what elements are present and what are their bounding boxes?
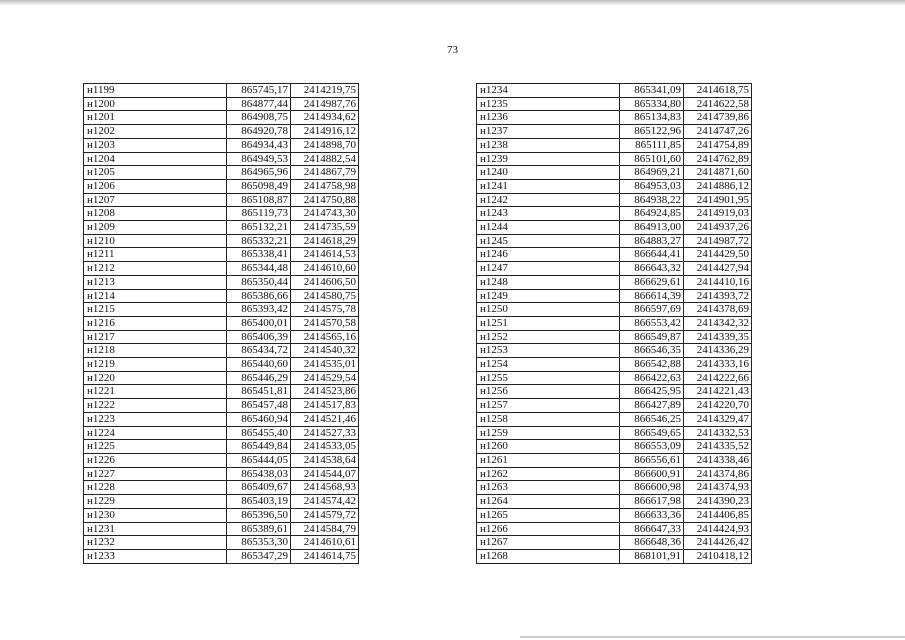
x-coordinate-cell: 865122,96: [620, 125, 684, 139]
y-coordinate-cell: 2414934,62: [291, 111, 359, 125]
point-id-cell: н1248: [477, 275, 620, 289]
table-row: [84, 166, 359, 180]
table-row: [84, 303, 359, 317]
point-id-cell: н1243: [477, 207, 620, 221]
point-id-cell: н1216: [84, 316, 227, 330]
x-coordinate-cell: 865406,39: [227, 330, 291, 344]
x-coordinate-cell: 864908,75: [227, 111, 291, 125]
point-id-cell: н1227: [84, 467, 227, 481]
table-row: [84, 481, 359, 495]
point-id-cell: н1225: [84, 440, 227, 454]
point-id-cell: н1199: [84, 84, 227, 98]
point-id-cell: н1242: [477, 193, 620, 207]
x-coordinate-cell: 865334,80: [620, 97, 684, 111]
y-coordinate-cell: 2414754,89: [684, 138, 752, 152]
table-row: [477, 467, 752, 481]
y-coordinate-cell: 2414987,72: [684, 234, 752, 248]
table-row: [84, 426, 359, 440]
x-coordinate-cell: 865444,05: [227, 453, 291, 467]
y-coordinate-cell: 2414544,07: [291, 467, 359, 481]
y-coordinate-cell: 2414533,05: [291, 440, 359, 454]
table-row: [84, 549, 359, 563]
x-coordinate-cell: 865134,83: [620, 111, 684, 125]
y-coordinate-cell: 2414342,32: [684, 316, 752, 330]
y-coordinate-cell: 2414219,75: [291, 84, 359, 98]
y-coordinate-cell: 2414335,52: [684, 440, 752, 454]
point-id-cell: н1249: [477, 289, 620, 303]
table-row: [84, 316, 359, 330]
point-id-cell: н1218: [84, 344, 227, 358]
y-coordinate-cell: 2414610,61: [291, 536, 359, 550]
x-coordinate-cell: 865446,29: [227, 371, 291, 385]
x-coordinate-cell: 866643,32: [620, 262, 684, 276]
x-coordinate-cell: 866597,69: [620, 303, 684, 317]
point-id-cell: н1214: [84, 289, 227, 303]
x-coordinate-cell: 865132,21: [227, 221, 291, 235]
table-row: [84, 536, 359, 550]
x-coordinate-cell: 866425,95: [620, 385, 684, 399]
point-id-cell: н1238: [477, 138, 620, 152]
y-coordinate-cell: 2414618,29: [291, 234, 359, 248]
table-row: [477, 97, 752, 111]
x-coordinate-cell: 865403,19: [227, 495, 291, 509]
point-id-cell: н1236: [477, 111, 620, 125]
x-coordinate-cell: 865119,73: [227, 207, 291, 221]
table-row: [477, 536, 752, 550]
x-coordinate-cell: 866549,87: [620, 330, 684, 344]
table-row: [477, 207, 752, 221]
table-row: [477, 166, 752, 180]
table-row: [477, 275, 752, 289]
y-coordinate-cell: 2414568,93: [291, 481, 359, 495]
table-row: [477, 262, 752, 276]
table-row: [477, 399, 752, 413]
table-row: [84, 138, 359, 152]
table-row: [477, 152, 752, 166]
y-coordinate-cell: 2414867,79: [291, 166, 359, 180]
point-id-cell: н1222: [84, 399, 227, 413]
point-id-cell: н1239: [477, 152, 620, 166]
x-coordinate-cell: 865449,84: [227, 440, 291, 454]
x-coordinate-cell: 865108,87: [227, 193, 291, 207]
x-coordinate-cell: 866542,88: [620, 358, 684, 372]
table-row: [84, 179, 359, 193]
point-id-cell: н1232: [84, 536, 227, 550]
y-coordinate-cell: 2414378,69: [684, 303, 752, 317]
point-id-cell: н1233: [84, 549, 227, 563]
point-id-cell: н1226: [84, 453, 227, 467]
table-row: [84, 193, 359, 207]
table-row: [477, 234, 752, 248]
y-coordinate-cell: 2414919,03: [684, 207, 752, 221]
x-coordinate-cell: 865347,29: [227, 549, 291, 563]
point-id-cell: н1264: [477, 495, 620, 509]
table-row: [84, 125, 359, 139]
x-coordinate-cell: 866546,35: [620, 344, 684, 358]
point-id-cell: н1202: [84, 125, 227, 139]
table-row: [84, 111, 359, 125]
point-id-cell: н1207: [84, 193, 227, 207]
y-coordinate-cell: 2414540,32: [291, 344, 359, 358]
point-id-cell: н1261: [477, 453, 620, 467]
table-row: [477, 412, 752, 426]
y-coordinate-cell: 2414901,95: [684, 193, 752, 207]
table-row: [84, 467, 359, 481]
x-coordinate-cell: 865455,40: [227, 426, 291, 440]
y-coordinate-cell: 2414410,16: [684, 275, 752, 289]
x-coordinate-cell: 864920,78: [227, 125, 291, 139]
table-row: [477, 508, 752, 522]
table-row: [477, 330, 752, 344]
table-row: [84, 289, 359, 303]
y-coordinate-cell: 2414222,66: [684, 371, 752, 385]
y-coordinate-cell: 2414338,46: [684, 453, 752, 467]
table-row: [477, 138, 752, 152]
y-coordinate-cell: 2414339,35: [684, 330, 752, 344]
x-coordinate-cell: 866617,98: [620, 495, 684, 509]
y-coordinate-cell: 2414374,86: [684, 467, 752, 481]
table-row: [477, 549, 752, 563]
point-id-cell: н1200: [84, 97, 227, 111]
x-coordinate-cell: 864877,44: [227, 97, 291, 111]
x-coordinate-cell: 866553,42: [620, 316, 684, 330]
x-coordinate-cell: 866614,39: [620, 289, 684, 303]
point-id-cell: н1262: [477, 467, 620, 481]
table-row: [84, 522, 359, 536]
y-coordinate-cell: 2414618,75: [684, 84, 752, 98]
y-coordinate-cell: 2414393,72: [684, 289, 752, 303]
y-coordinate-cell: 2414622,58: [684, 97, 752, 111]
page-number: 73: [447, 44, 458, 56]
y-coordinate-cell: 2414329,47: [684, 412, 752, 426]
table-row: [84, 275, 359, 289]
table-row: [84, 234, 359, 248]
point-id-cell: н1210: [84, 234, 227, 248]
x-coordinate-cell: 866546,25: [620, 412, 684, 426]
point-id-cell: н1206: [84, 179, 227, 193]
point-id-cell: н1263: [477, 481, 620, 495]
x-coordinate-cell: 865386,66: [227, 289, 291, 303]
table-row: [477, 385, 752, 399]
point-id-cell: н1212: [84, 262, 227, 276]
y-coordinate-cell: 2414916,12: [291, 125, 359, 139]
x-coordinate-cell: 865344,48: [227, 262, 291, 276]
x-coordinate-cell: 865111,85: [620, 138, 684, 152]
point-id-cell: н1203: [84, 138, 227, 152]
coordinates-table-left: [83, 83, 359, 564]
y-coordinate-cell: 2414580,75: [291, 289, 359, 303]
x-coordinate-cell: 865434,72: [227, 344, 291, 358]
table-row: [84, 440, 359, 454]
point-id-cell: н1235: [477, 97, 620, 111]
table-row: [477, 426, 752, 440]
x-coordinate-cell: 864953,03: [620, 179, 684, 193]
point-id-cell: н1234: [477, 84, 620, 98]
point-id-cell: н1254: [477, 358, 620, 372]
point-id-cell: н1245: [477, 234, 620, 248]
point-id-cell: н1253: [477, 344, 620, 358]
point-id-cell: н1219: [84, 358, 227, 372]
y-coordinate-cell: 2414937,26: [684, 221, 752, 235]
table-row: [477, 495, 752, 509]
point-id-cell: н1266: [477, 522, 620, 536]
table-row: [84, 412, 359, 426]
y-coordinate-cell: 2414565,16: [291, 330, 359, 344]
x-coordinate-cell: 864965,96: [227, 166, 291, 180]
y-coordinate-cell: 2414427,94: [684, 262, 752, 276]
x-coordinate-cell: 865101,60: [620, 152, 684, 166]
table-row: [84, 221, 359, 235]
point-id-cell: н1228: [84, 481, 227, 495]
x-coordinate-cell: 865341,09: [620, 84, 684, 98]
x-coordinate-cell: 865350,44: [227, 275, 291, 289]
x-coordinate-cell: 865389,61: [227, 522, 291, 536]
x-coordinate-cell: 866629,61: [620, 275, 684, 289]
point-id-cell: н1250: [477, 303, 620, 317]
point-id-cell: н1258: [477, 412, 620, 426]
table-row: [477, 111, 752, 125]
x-coordinate-cell: 866647,33: [620, 522, 684, 536]
y-coordinate-cell: 2414374,93: [684, 481, 752, 495]
table-row: [84, 262, 359, 276]
x-coordinate-cell: 866600,98: [620, 481, 684, 495]
point-id-cell: н1255: [477, 371, 620, 385]
point-id-cell: н1257: [477, 399, 620, 413]
table-row: [84, 152, 359, 166]
y-coordinate-cell: 2414332,53: [684, 426, 752, 440]
y-coordinate-cell: 2414517,83: [291, 399, 359, 413]
table-row: [84, 330, 359, 344]
y-coordinate-cell: 2414579,72: [291, 508, 359, 522]
x-coordinate-cell: 866600,91: [620, 467, 684, 481]
y-coordinate-cell: 2414758,98: [291, 179, 359, 193]
y-coordinate-cell: 2414424,93: [684, 522, 752, 536]
coordinates-table-right: [476, 83, 752, 564]
point-id-cell: н1224: [84, 426, 227, 440]
point-id-cell: н1240: [477, 166, 620, 180]
x-coordinate-cell: 865440,60: [227, 358, 291, 372]
x-coordinate-cell: 866427,89: [620, 399, 684, 413]
x-coordinate-cell: 865332,21: [227, 234, 291, 248]
y-coordinate-cell: 2414336,29: [684, 344, 752, 358]
table-row: [84, 508, 359, 522]
y-coordinate-cell: 2414429,50: [684, 248, 752, 262]
y-coordinate-cell: 2414614,53: [291, 248, 359, 262]
y-coordinate-cell: 2414575,78: [291, 303, 359, 317]
x-coordinate-cell: 865338,41: [227, 248, 291, 262]
y-coordinate-cell: 2414871,60: [684, 166, 752, 180]
point-id-cell: н1237: [477, 125, 620, 139]
table-row: [84, 344, 359, 358]
y-coordinate-cell: 2410418,12: [684, 549, 752, 563]
point-id-cell: н1231: [84, 522, 227, 536]
y-coordinate-cell: 2414750,88: [291, 193, 359, 207]
point-id-cell: н1208: [84, 207, 227, 221]
scan-bottom-edge: [520, 636, 905, 638]
y-coordinate-cell: 2414406,85: [684, 508, 752, 522]
point-id-cell: н1252: [477, 330, 620, 344]
point-id-cell: н1201: [84, 111, 227, 125]
y-coordinate-cell: 2414527,33: [291, 426, 359, 440]
x-coordinate-cell: 865353,30: [227, 536, 291, 550]
table-row: [477, 179, 752, 193]
point-id-cell: н1267: [477, 536, 620, 550]
point-id-cell: н1241: [477, 179, 620, 193]
y-coordinate-cell: 2414426,42: [684, 536, 752, 550]
table-row: [84, 248, 359, 262]
table-row: [84, 399, 359, 413]
y-coordinate-cell: 2414574,42: [291, 495, 359, 509]
y-coordinate-cell: 2414735,59: [291, 221, 359, 235]
table-row: [84, 97, 359, 111]
table-row: [477, 125, 752, 139]
point-id-cell: н1220: [84, 371, 227, 385]
x-coordinate-cell: 864938,22: [620, 193, 684, 207]
point-id-cell: н1246: [477, 248, 620, 262]
x-coordinate-cell: 866633,36: [620, 508, 684, 522]
y-coordinate-cell: 2414584,79: [291, 522, 359, 536]
y-coordinate-cell: 2414390,23: [684, 495, 752, 509]
point-id-cell: н1211: [84, 248, 227, 262]
table-row: [477, 303, 752, 317]
x-coordinate-cell: 865460,94: [227, 412, 291, 426]
x-coordinate-cell: 866644,41: [620, 248, 684, 262]
x-coordinate-cell: 865400,01: [227, 316, 291, 330]
point-id-cell: н1223: [84, 412, 227, 426]
table-row: [477, 316, 752, 330]
y-coordinate-cell: 2414743,30: [291, 207, 359, 221]
x-coordinate-cell: 866556,61: [620, 453, 684, 467]
x-coordinate-cell: 865396,50: [227, 508, 291, 522]
x-coordinate-cell: 864924,85: [620, 207, 684, 221]
y-coordinate-cell: 2414221,43: [684, 385, 752, 399]
table-row: [477, 84, 752, 98]
x-coordinate-cell: 864934,43: [227, 138, 291, 152]
point-id-cell: н1209: [84, 221, 227, 235]
table-row: [84, 385, 359, 399]
table-row: [84, 453, 359, 467]
x-coordinate-cell: 866422,63: [620, 371, 684, 385]
x-coordinate-cell: 865438,03: [227, 467, 291, 481]
point-id-cell: н1247: [477, 262, 620, 276]
table-row: [477, 358, 752, 372]
x-coordinate-cell: 865098,49: [227, 179, 291, 193]
point-id-cell: н1251: [477, 316, 620, 330]
point-id-cell: н1265: [477, 508, 620, 522]
x-coordinate-cell: 864913,00: [620, 221, 684, 235]
table-row: [477, 248, 752, 262]
table-row: [477, 344, 752, 358]
point-id-cell: н1230: [84, 508, 227, 522]
point-id-cell: н1256: [477, 385, 620, 399]
y-coordinate-cell: 2414886,12: [684, 179, 752, 193]
x-coordinate-cell: 864883,27: [620, 234, 684, 248]
point-id-cell: н1260: [477, 440, 620, 454]
y-coordinate-cell: 2414535,01: [291, 358, 359, 372]
x-coordinate-cell: 866549,65: [620, 426, 684, 440]
y-coordinate-cell: 2414523,86: [291, 385, 359, 399]
table-row: [477, 522, 752, 536]
y-coordinate-cell: 2414521,46: [291, 412, 359, 426]
x-coordinate-cell: 865409,67: [227, 481, 291, 495]
point-id-cell: н1205: [84, 166, 227, 180]
y-coordinate-cell: 2414538,64: [291, 453, 359, 467]
x-coordinate-cell: 866648,36: [620, 536, 684, 550]
y-coordinate-cell: 2414606,50: [291, 275, 359, 289]
point-id-cell: н1204: [84, 152, 227, 166]
table-row: [84, 358, 359, 372]
table-row: [477, 371, 752, 385]
y-coordinate-cell: 2414747,26: [684, 125, 752, 139]
point-id-cell: н1217: [84, 330, 227, 344]
scan-top-edge: [0, 0, 905, 6]
y-coordinate-cell: 2414614,75: [291, 549, 359, 563]
x-coordinate-cell: 865451,81: [227, 385, 291, 399]
table-row: [477, 193, 752, 207]
table-row: [477, 453, 752, 467]
point-id-cell: н1268: [477, 549, 620, 563]
point-id-cell: н1213: [84, 275, 227, 289]
table-row: [477, 221, 752, 235]
y-coordinate-cell: 2414987,76: [291, 97, 359, 111]
point-id-cell: н1221: [84, 385, 227, 399]
y-coordinate-cell: 2414220,70: [684, 399, 752, 413]
x-coordinate-cell: 865457,48: [227, 399, 291, 413]
table-row: [477, 481, 752, 495]
table-row: [84, 84, 359, 98]
point-id-cell: н1229: [84, 495, 227, 509]
y-coordinate-cell: 2414570,58: [291, 316, 359, 330]
table-row: [477, 440, 752, 454]
point-id-cell: н1259: [477, 426, 620, 440]
table-row: [84, 371, 359, 385]
x-coordinate-cell: 868101,91: [620, 549, 684, 563]
y-coordinate-cell: 2414882,54: [291, 152, 359, 166]
y-coordinate-cell: 2414610,60: [291, 262, 359, 276]
x-coordinate-cell: 866553,09: [620, 440, 684, 454]
table-row: [84, 495, 359, 509]
y-coordinate-cell: 2414898,70: [291, 138, 359, 152]
y-coordinate-cell: 2414762,89: [684, 152, 752, 166]
x-coordinate-cell: 865745,17: [227, 84, 291, 98]
x-coordinate-cell: 864949,53: [227, 152, 291, 166]
x-coordinate-cell: 864969,21: [620, 166, 684, 180]
y-coordinate-cell: 2414529,54: [291, 371, 359, 385]
y-coordinate-cell: 2414739,86: [684, 111, 752, 125]
point-id-cell: н1215: [84, 303, 227, 317]
table-row: [84, 207, 359, 221]
x-coordinate-cell: 865393,42: [227, 303, 291, 317]
y-coordinate-cell: 2414333,16: [684, 358, 752, 372]
point-id-cell: н1244: [477, 221, 620, 235]
table-row: [477, 289, 752, 303]
